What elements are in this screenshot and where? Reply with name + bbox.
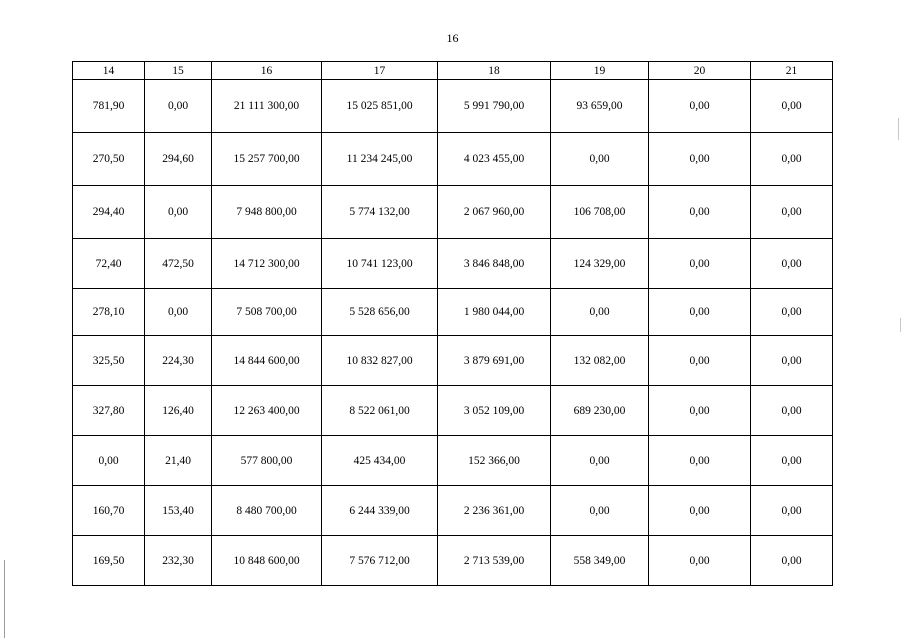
column-header: 18 <box>438 62 551 80</box>
table-cell: 93 659,00 <box>551 80 649 133</box>
column-header: 15 <box>145 62 212 80</box>
scan-mark-right-mid <box>900 318 901 332</box>
table-row <box>73 80 833 133</box>
column-header: 21 <box>751 62 833 80</box>
table-cell: 160,70 <box>73 486 145 536</box>
table-cell: 11 234 245,00 <box>322 133 438 186</box>
table-cell: 0,00 <box>649 133 751 186</box>
table-cell: 3 052 109,00 <box>438 386 551 436</box>
table-cell: 3 879 691,00 <box>438 336 551 386</box>
table-cell: 14 844 600,00 <box>212 336 322 386</box>
table-cell: 5 991 790,00 <box>438 80 551 133</box>
table-cell: 21,40 <box>145 436 212 486</box>
header-row <box>73 62 833 80</box>
table-cell: 2 236 361,00 <box>438 486 551 536</box>
table-cell: 8 480 700,00 <box>212 486 322 536</box>
table-cell: 278,10 <box>73 289 145 336</box>
table-cell: 270,50 <box>73 133 145 186</box>
table-cell: 0,00 <box>145 186 212 239</box>
table-cell: 5 774 132,00 <box>322 186 438 239</box>
table-cell: 72,40 <box>73 239 145 289</box>
table-cell: 0,00 <box>649 386 751 436</box>
table-row <box>73 186 833 239</box>
table-cell: 0,00 <box>551 436 649 486</box>
table-cell: 325,50 <box>73 336 145 386</box>
column-header: 16 <box>212 62 322 80</box>
table-cell: 0,00 <box>73 436 145 486</box>
table-row <box>73 239 833 289</box>
table-cell: 0,00 <box>751 536 833 586</box>
table-cell: 0,00 <box>751 436 833 486</box>
table-cell: 577 800,00 <box>212 436 322 486</box>
table-cell: 294,60 <box>145 133 212 186</box>
table-cell: 5 528 656,00 <box>322 289 438 336</box>
table-cell: 10 832 827,00 <box>322 336 438 386</box>
table-cell: 0,00 <box>751 486 833 536</box>
table-cell: 0,00 <box>649 436 751 486</box>
table-cell: 327,80 <box>73 386 145 436</box>
table-cell: 2 067 960,00 <box>438 186 551 239</box>
table-cell: 0,00 <box>649 289 751 336</box>
table-cell: 14 712 300,00 <box>212 239 322 289</box>
table-cell: 0,00 <box>649 186 751 239</box>
table-cell: 0,00 <box>649 536 751 586</box>
table-cell: 0,00 <box>751 133 833 186</box>
table-cell: 15 257 700,00 <box>212 133 322 186</box>
table-cell: 0,00 <box>751 289 833 336</box>
scan-mark-left <box>4 560 5 638</box>
table-cell: 232,30 <box>145 536 212 586</box>
table-row <box>73 536 833 586</box>
table-row <box>73 436 833 486</box>
table-cell: 3 846 848,00 <box>438 239 551 289</box>
table-cell: 126,40 <box>145 386 212 436</box>
table-cell: 152 366,00 <box>438 436 551 486</box>
table-cell: 0,00 <box>145 80 212 133</box>
table-cell: 7 948 800,00 <box>212 186 322 239</box>
table-cell: 558 349,00 <box>551 536 649 586</box>
table-cell: 2 713 539,00 <box>438 536 551 586</box>
table-cell: 0,00 <box>751 80 833 133</box>
table-cell: 10 848 600,00 <box>212 536 322 586</box>
table-cell: 0,00 <box>649 336 751 386</box>
table-cell: 15 025 851,00 <box>322 80 438 133</box>
table-cell: 21 111 300,00 <box>212 80 322 133</box>
table-cell: 425 434,00 <box>322 436 438 486</box>
table-row <box>73 486 833 536</box>
table-cell: 169,50 <box>73 536 145 586</box>
table-cell: 294,40 <box>73 186 145 239</box>
column-header: 20 <box>649 62 751 80</box>
table-row <box>73 386 833 436</box>
table-cell: 0,00 <box>551 133 649 186</box>
table-cell: 153,40 <box>145 486 212 536</box>
table-row <box>73 336 833 386</box>
table-cell: 7 576 712,00 <box>322 536 438 586</box>
table-cell: 0,00 <box>649 80 751 133</box>
table-cell: 0,00 <box>751 186 833 239</box>
page-number: 16 <box>446 31 459 45</box>
table-cell: 10 741 123,00 <box>322 239 438 289</box>
table-cell: 1 980 044,00 <box>438 289 551 336</box>
table-cell: 0,00 <box>751 336 833 386</box>
table-cell: 124 329,00 <box>551 239 649 289</box>
table-row <box>73 133 833 186</box>
table-row <box>73 289 833 336</box>
table-cell: 106 708,00 <box>551 186 649 239</box>
table-cell: 781,90 <box>73 80 145 133</box>
table-cell: 0,00 <box>649 486 751 536</box>
table-cell: 6 244 339,00 <box>322 486 438 536</box>
table-cell: 0,00 <box>145 289 212 336</box>
table-cell: 132 082,00 <box>551 336 649 386</box>
table-cell: 4 023 455,00 <box>438 133 551 186</box>
data-table <box>72 61 833 586</box>
table-cell: 689 230,00 <box>551 386 649 436</box>
table-cell: 0,00 <box>751 386 833 436</box>
column-header: 14 <box>73 62 145 80</box>
table-cell: 0,00 <box>649 239 751 289</box>
scan-mark-right-top <box>898 118 899 140</box>
table-cell: 472,50 <box>145 239 212 289</box>
table-cell: 12 263 400,00 <box>212 386 322 436</box>
table-cell: 7 508 700,00 <box>212 289 322 336</box>
table-cell: 224,30 <box>145 336 212 386</box>
table-cell: 0,00 <box>551 486 649 536</box>
column-header: 17 <box>322 62 438 80</box>
table-cell: 0,00 <box>551 289 649 336</box>
table-cell: 8 522 061,00 <box>322 386 438 436</box>
table-cell: 0,00 <box>751 239 833 289</box>
column-header: 19 <box>551 62 649 80</box>
